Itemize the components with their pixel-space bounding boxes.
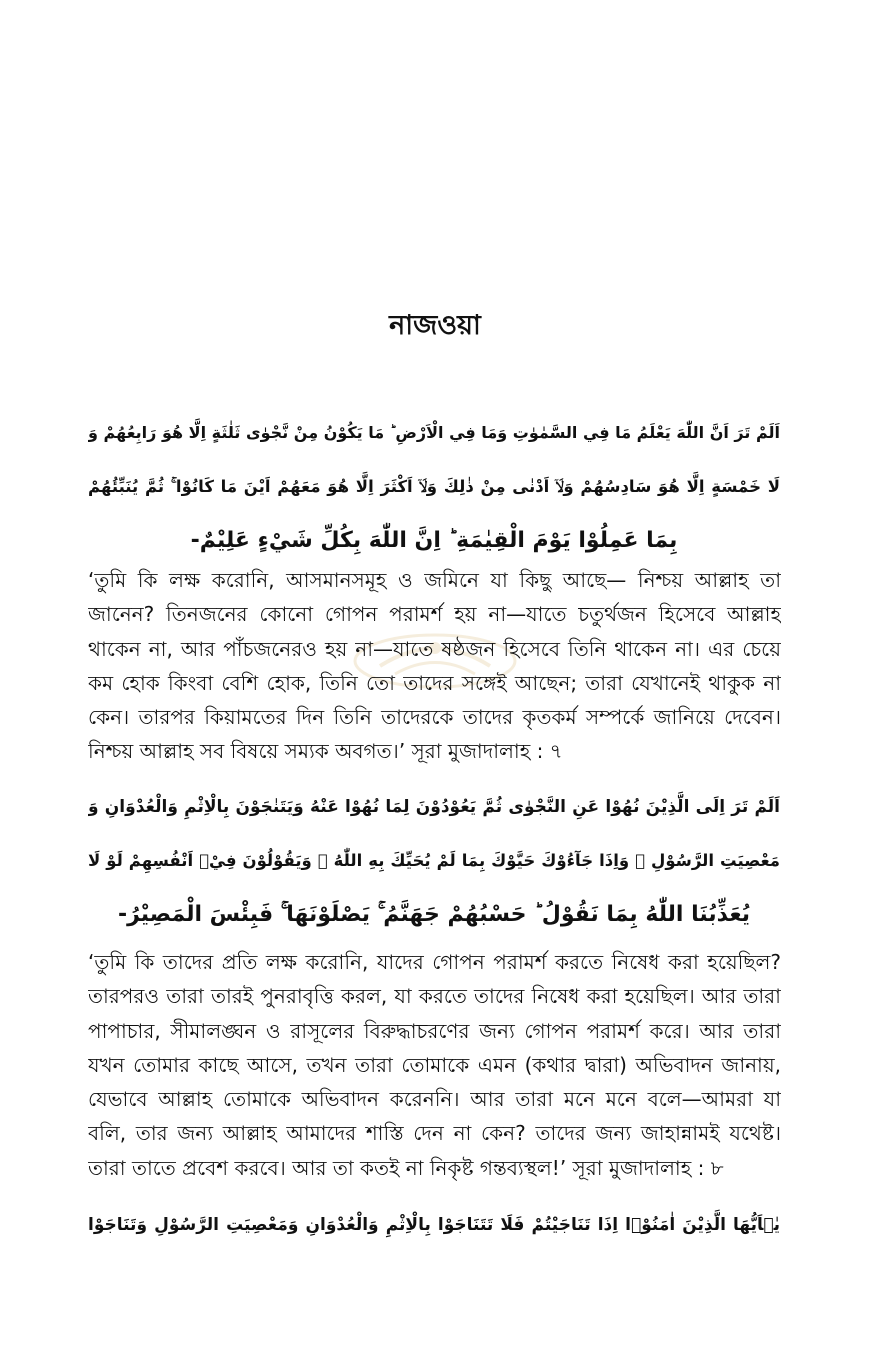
- page-title: নাজওয়া: [389, 310, 481, 341]
- ayah-1-arabic: [88, 406, 780, 568]
- arabic-line: اَلَمْ تَرَ اَنَّ اللّٰهَ يَعْلَمُ مَا فِي السَّمٰوٰتِ وَمَا فِي الْاَرْضِ ؕ مَا يَكُوْنُ مِنْ نَّجْوٰى ثَلٰثَةٍ اِلَّا هُوَ رَابِعُهُمْ وَ: [88, 423, 780, 442]
- translation-line: ‘তুমি কি তাদের প্রতি লক্ষ করোনি, যাদের গোপন পরামর্শ করতে নিষেধ করা হয়েছিল?: [88, 950, 781, 974]
- translation-line: থাকেন না, আর পাঁচজনেরও হয় না—যাতে ষষ্ঠজন হিসেবে তিনি থাকেন না। এর চেয়ে: [88, 636, 781, 661]
- arabic-line: مَعْصِيَتِ الرَّسُوْلِ ۫ وَاِذَا جَآءُوْكَ حَيَّوْكَ بِمَا لَمْ يُحَيِّكَ بِهِ اللّٰهُ ۙ وَيَقُوْلُوْنَ فِيْۤ اَنْفُسِهِمْ لَوْ لَا: [88, 851, 780, 870]
- translation-line: বলি, তার জন্য আল্লাহ আমাদের শাস্তি দেন না কেন? তাদের জন্য জাহান্নামই যথেষ্ট।: [88, 1121, 781, 1146]
- translation-line: জানেন? তিনজনের কোনো গোপন পরামর্শ হয় না—যাতে চতুর্থজন হিসেবে আল্লাহ: [88, 602, 781, 627]
- translation-line: পাপাচার, সীমালঙ্ঘন ও রাসূলের বিরুদ্ধাচরণের জন্য গোপন পরামর্শ করে। আর তারা: [88, 1018, 781, 1043]
- translation-line: যখন তোমার কাছে আসে, তখন তারা তোমাকে এমন (কথার দ্বারা) অভিবাদন জানায়,: [88, 1052, 781, 1077]
- translation-line: কেন। তারপর কিয়ামতের দিন তিনি তাদেরকে তাদের কৃতকর্ম সম্পর্কে জানিয়ে দেবেন।: [88, 705, 781, 730]
- ayah-1-translation: [88, 563, 781, 769]
- ayah-2-arabic: [88, 780, 780, 942]
- translation-line: কম হোক কিংবা বেশি হোক, তিনি তো তাদের সঙ্গেই আছেন; তারা যেখানেই থাকুক না: [88, 670, 781, 695]
- translation-line: তারপরও তারা তারই পুনরাবৃত্তি করল, যা করতে তাদের নিষেধ করা হয়েছিল। আর তারা: [88, 984, 781, 1009]
- arabic-line: اَلَمْ تَرَ اِلَى الَّذِيْنَ نُهُوْا عَنِ النَّجْوٰى ثُمَّ يَعُوْدُوْنَ لِمَا نُهُوْا عَنْهُ وَيَتَنٰجَوْنَ بِالْاِثْمِ وَالْعُدْوَانِ وَ: [88, 797, 780, 817]
- translation-line: যেভাবে আল্লাহ তোমাকে অভিবাদন করেননি। আর তারা মনে মনে বলে—আমরা যা: [88, 1087, 781, 1112]
- translation-line: ‘তুমি কি লক্ষ করোনি, আসমানসমূহ ও জমিনে যা কিছু আছে— নিশ্চয় আল্লাহ তা: [88, 568, 781, 592]
- ayah-3-arabic: [88, 1198, 780, 1252]
- arabic-line: بِمَا عَمِلُوْا يَوْمَ الْقِيٰمَةِ ؕ اِنَّ اللّٰهَ بِكُلِّ شَيْءٍ عَلِيْمٌ-: [190, 528, 678, 553]
- ayah-2-translation: [88, 945, 781, 1185]
- arabic-line: لَا خَمْسَةٍ اِلَّا هُوَ سَادِسُهُمْ وَلَاۤ اَدْنٰى مِنْ ذٰلِكَ وَلَاۤ اَكْثَرَ اِلَّا هُوَ مَعَهُمْ اَيْنَ مَا كَانُوْا ۚ ثُمَّ يُنَبِّئُهُمْ: [88, 477, 780, 496]
- arabic-line: يُعَذِّبُنَا اللّٰهُ بِمَا نَقُوْلُ ؕ حَسْبُهُمْ جَهَنَّمُ ۚ يَصْلَوْنَهَا ۚ فَبِئْسَ الْمَصِيْرُ-: [117, 902, 751, 927]
- translation-line: তারা তাতে প্রবেশ করবে। আর তা কতই না নিকৃষ্ট গন্তব্যস্থল!’ সূরা মুজাদালাহ : ৮: [88, 1155, 724, 1180]
- arabic-line: يٰۤاَيُّهَا الَّذِيْنَ اٰمَنُوْۤا اِذَا تَنَاجَيْتُمْ فَلَا تَتَنَاجَوْا بِالْاِثْمِ وَالْعُدْوَانِ وَمَعْصِيَتِ الرَّسُوْلِ وَتَنَاجَوْا: [88, 1215, 780, 1235]
- translation-line: নিশ্চয় আল্লাহ সব বিষয়ে সম্যক অবগত।’ সূরা মুজাদালাহ : ৭: [88, 739, 563, 764]
